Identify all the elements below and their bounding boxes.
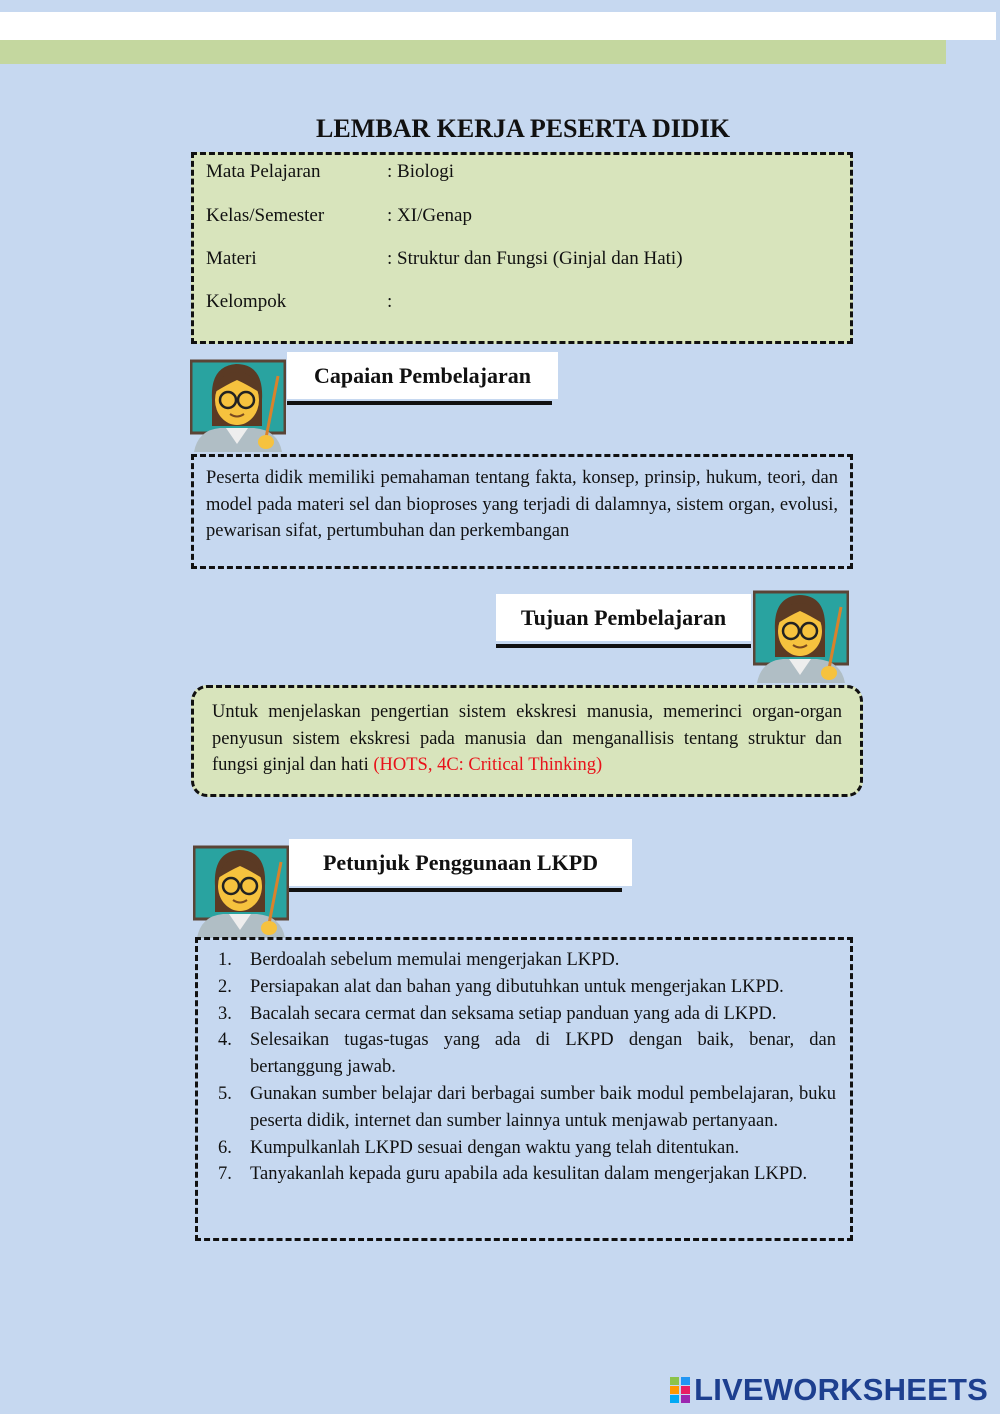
info-label: Kelas/Semester	[206, 205, 325, 226]
capaian-heading-underline	[287, 401, 552, 405]
list-number: 7.	[218, 1164, 232, 1185]
list-number: 4.	[218, 1030, 232, 1051]
petunjuk-heading: Petunjuk Penggunaan LKPD	[289, 839, 632, 886]
list-item	[200, 1001, 836, 1028]
list-text: Tanyakanlah kepada guru apabila ada kesulitan dalam mengerjakan LKPD.	[250, 1164, 808, 1185]
tujuan-heading: Tujuan Pembelajaran	[496, 594, 751, 641]
info-value: : Struktur dan Fungsi (Ginjal dan Hati)	[387, 248, 683, 269]
list-text: Kumpulkanlah LKPD sesuai dengan waktu yang telah ditentukan.	[250, 1137, 740, 1158]
petunjuk-box	[195, 937, 853, 1241]
list-text: Selesaikan tugas-tugas yang ada di LKPD dengan baik, benar, dan bertanggung jawab.	[250, 1030, 836, 1078]
liveworksheets-brand[interactable]	[670, 1372, 988, 1408]
info-row-kelas-semester	[206, 205, 472, 227]
list-text: Berdoalah sebelum memulai mengerjakan LKPD.	[250, 950, 620, 970]
list-item	[200, 1081, 836, 1135]
list-number: 2.	[218, 976, 232, 997]
info-value: : XI/Genap	[387, 205, 472, 226]
tujuan-box	[191, 685, 863, 797]
top-green-band	[0, 40, 946, 64]
info-label: Mata Pelajaran	[206, 161, 321, 182]
capaian-box	[191, 454, 853, 569]
brand-name: LIVEWORKSHEETS	[694, 1372, 988, 1407]
petunjuk-list	[200, 947, 836, 1188]
list-number: 6.	[218, 1137, 232, 1158]
page-title: LEMBAR KERJA PESERTA DIDIK	[316, 114, 730, 143]
capaian-heading: Capaian Pembelajaran	[287, 352, 558, 399]
teacher-avatar-icon	[753, 587, 849, 683]
petunjuk-heading-underline	[289, 888, 622, 892]
info-box	[191, 152, 853, 344]
list-item	[200, 947, 836, 974]
tujuan-text: Untuk menjelaskan pengertian sistem ekskresi manusia, memerinci organ-organ penyusun sistem ekskresi pada manusia dan menganallisis tentang struktur dan fungsi ginjal dan hati	[212, 702, 842, 775]
list-text: Bacalah secara cermat dan seksama setiap panduan yang ada di LKPD.	[250, 1003, 777, 1024]
list-item	[200, 1161, 836, 1188]
liveworksheets-logo-icon	[670, 1377, 690, 1403]
info-row-kelompok	[206, 291, 392, 313]
info-value: : Biologi	[387, 161, 455, 182]
tujuan-heading-underline	[496, 644, 751, 648]
info-value: :	[387, 291, 393, 312]
list-number: 3.	[218, 1003, 232, 1024]
list-item	[200, 1135, 836, 1162]
info-row-materi	[206, 248, 683, 270]
list-number: 1.	[218, 950, 232, 970]
list-item	[200, 974, 836, 1001]
tujuan-highlight: (HOTS, 4C: Critical Thinking)	[373, 755, 603, 775]
info-label: Kelompok	[206, 291, 287, 312]
list-item	[200, 1027, 836, 1081]
list-text: Persiapakan alat dan bahan yang dibutuhkan untuk mengerjakan LKPD.	[250, 976, 784, 997]
capaian-text: Peserta didik memiliki pemahaman tentang fakta, konsep, prinsip, hukum, teori, dan model pada materi sel dan bioproses yang terjadi di dalamnya, sistem organ, evolusi, pewarisan sifat, pertumbuhan dan perkembangan	[206, 468, 838, 541]
info-label: Materi	[206, 248, 257, 269]
top-white-band	[0, 12, 996, 40]
list-number: 5.	[218, 1083, 232, 1104]
list-text: Gunakan sumber belajar dari berbagai sumber baik modul pembelajaran, buku peserta didik, internet dan sumber lainnya untuk menjawab pertanyaan.	[250, 1083, 836, 1131]
info-row-mata-pelajaran	[206, 161, 454, 183]
teacher-avatar-icon	[190, 356, 286, 452]
teacher-avatar-icon	[193, 842, 289, 938]
